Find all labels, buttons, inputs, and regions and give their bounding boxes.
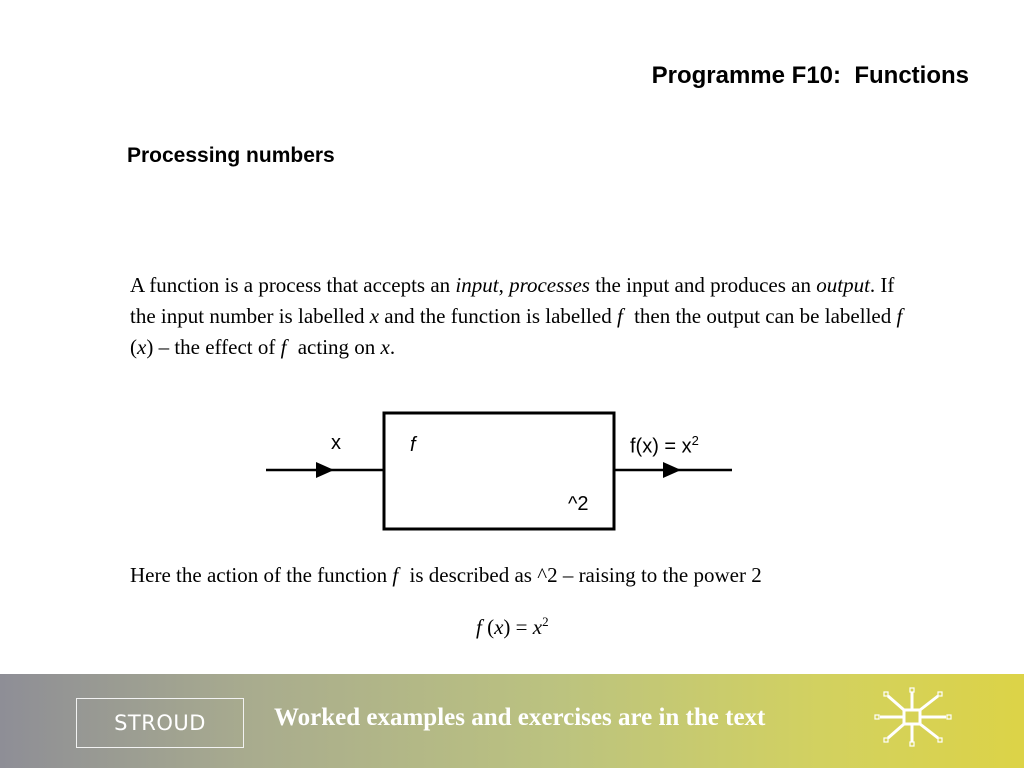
stroud-logo: STROUD: [76, 698, 244, 748]
intro-var-f: f: [616, 304, 623, 328]
diagram-output-label: [630, 433, 699, 459]
intro-var-f: f: [896, 304, 903, 328]
intro-text: (: [130, 335, 137, 359]
intro-var-f: f: [280, 335, 287, 359]
formula-x: x: [494, 615, 504, 639]
intro-text: ,: [498, 273, 510, 297]
function-machine-diagram: [260, 400, 740, 545]
intro-term-processes: processes: [509, 273, 590, 297]
intro-text: A function is a process that accepts an: [130, 273, 456, 297]
diagram-function-label: f: [410, 434, 416, 456]
intro-text: ) – the effect of: [146, 335, 281, 359]
formula-x-squared: x: [532, 615, 543, 639]
formula: [476, 614, 549, 640]
formula-exponent: 2: [542, 614, 549, 629]
diagram-output-text: f(x) = x: [630, 435, 692, 458]
intro-text: then the output can be labelled: [628, 304, 897, 328]
intro-text: the input and produces an: [589, 273, 817, 297]
output-arrow-icon: [663, 462, 681, 478]
diagram-operation-label: ^2: [568, 493, 589, 515]
intro-text: .: [389, 335, 396, 359]
footer-message: Worked examples and exercises are in the text: [274, 704, 766, 731]
caption-text: Here the action of the function: [130, 563, 393, 587]
formula-f: f: [476, 615, 482, 639]
intro-term-output: output: [816, 273, 870, 297]
footer-bar: [0, 674, 1024, 768]
intro-term-input: input: [455, 273, 499, 297]
intro-var-x: x: [380, 335, 390, 359]
diagram-output-exponent: 2: [691, 433, 699, 448]
formula-equals: ) =: [503, 615, 533, 639]
intro-text: acting on: [292, 335, 381, 359]
intro-text: . If the input number is labelled: [130, 273, 895, 328]
input-arrow-icon: [316, 462, 334, 478]
diagram-input-label: x: [331, 432, 341, 454]
network-cross-icon: [872, 686, 954, 748]
section-subtitle: Processing numbers: [127, 144, 335, 167]
intro-var-x: x: [369, 304, 380, 328]
caption-text: is described as ^2 – raising to the power 2: [404, 563, 762, 587]
caption-var-f: f: [392, 563, 399, 587]
intro-paragraph: [130, 270, 920, 363]
intro-var-x: x: [137, 335, 147, 359]
formula-paren: (: [481, 615, 495, 639]
intro-text: and the function is labelled: [379, 304, 617, 328]
caption: [130, 563, 762, 588]
function-machine-svg: [260, 400, 740, 540]
page-title: Programme F10: Functions: [651, 62, 969, 89]
